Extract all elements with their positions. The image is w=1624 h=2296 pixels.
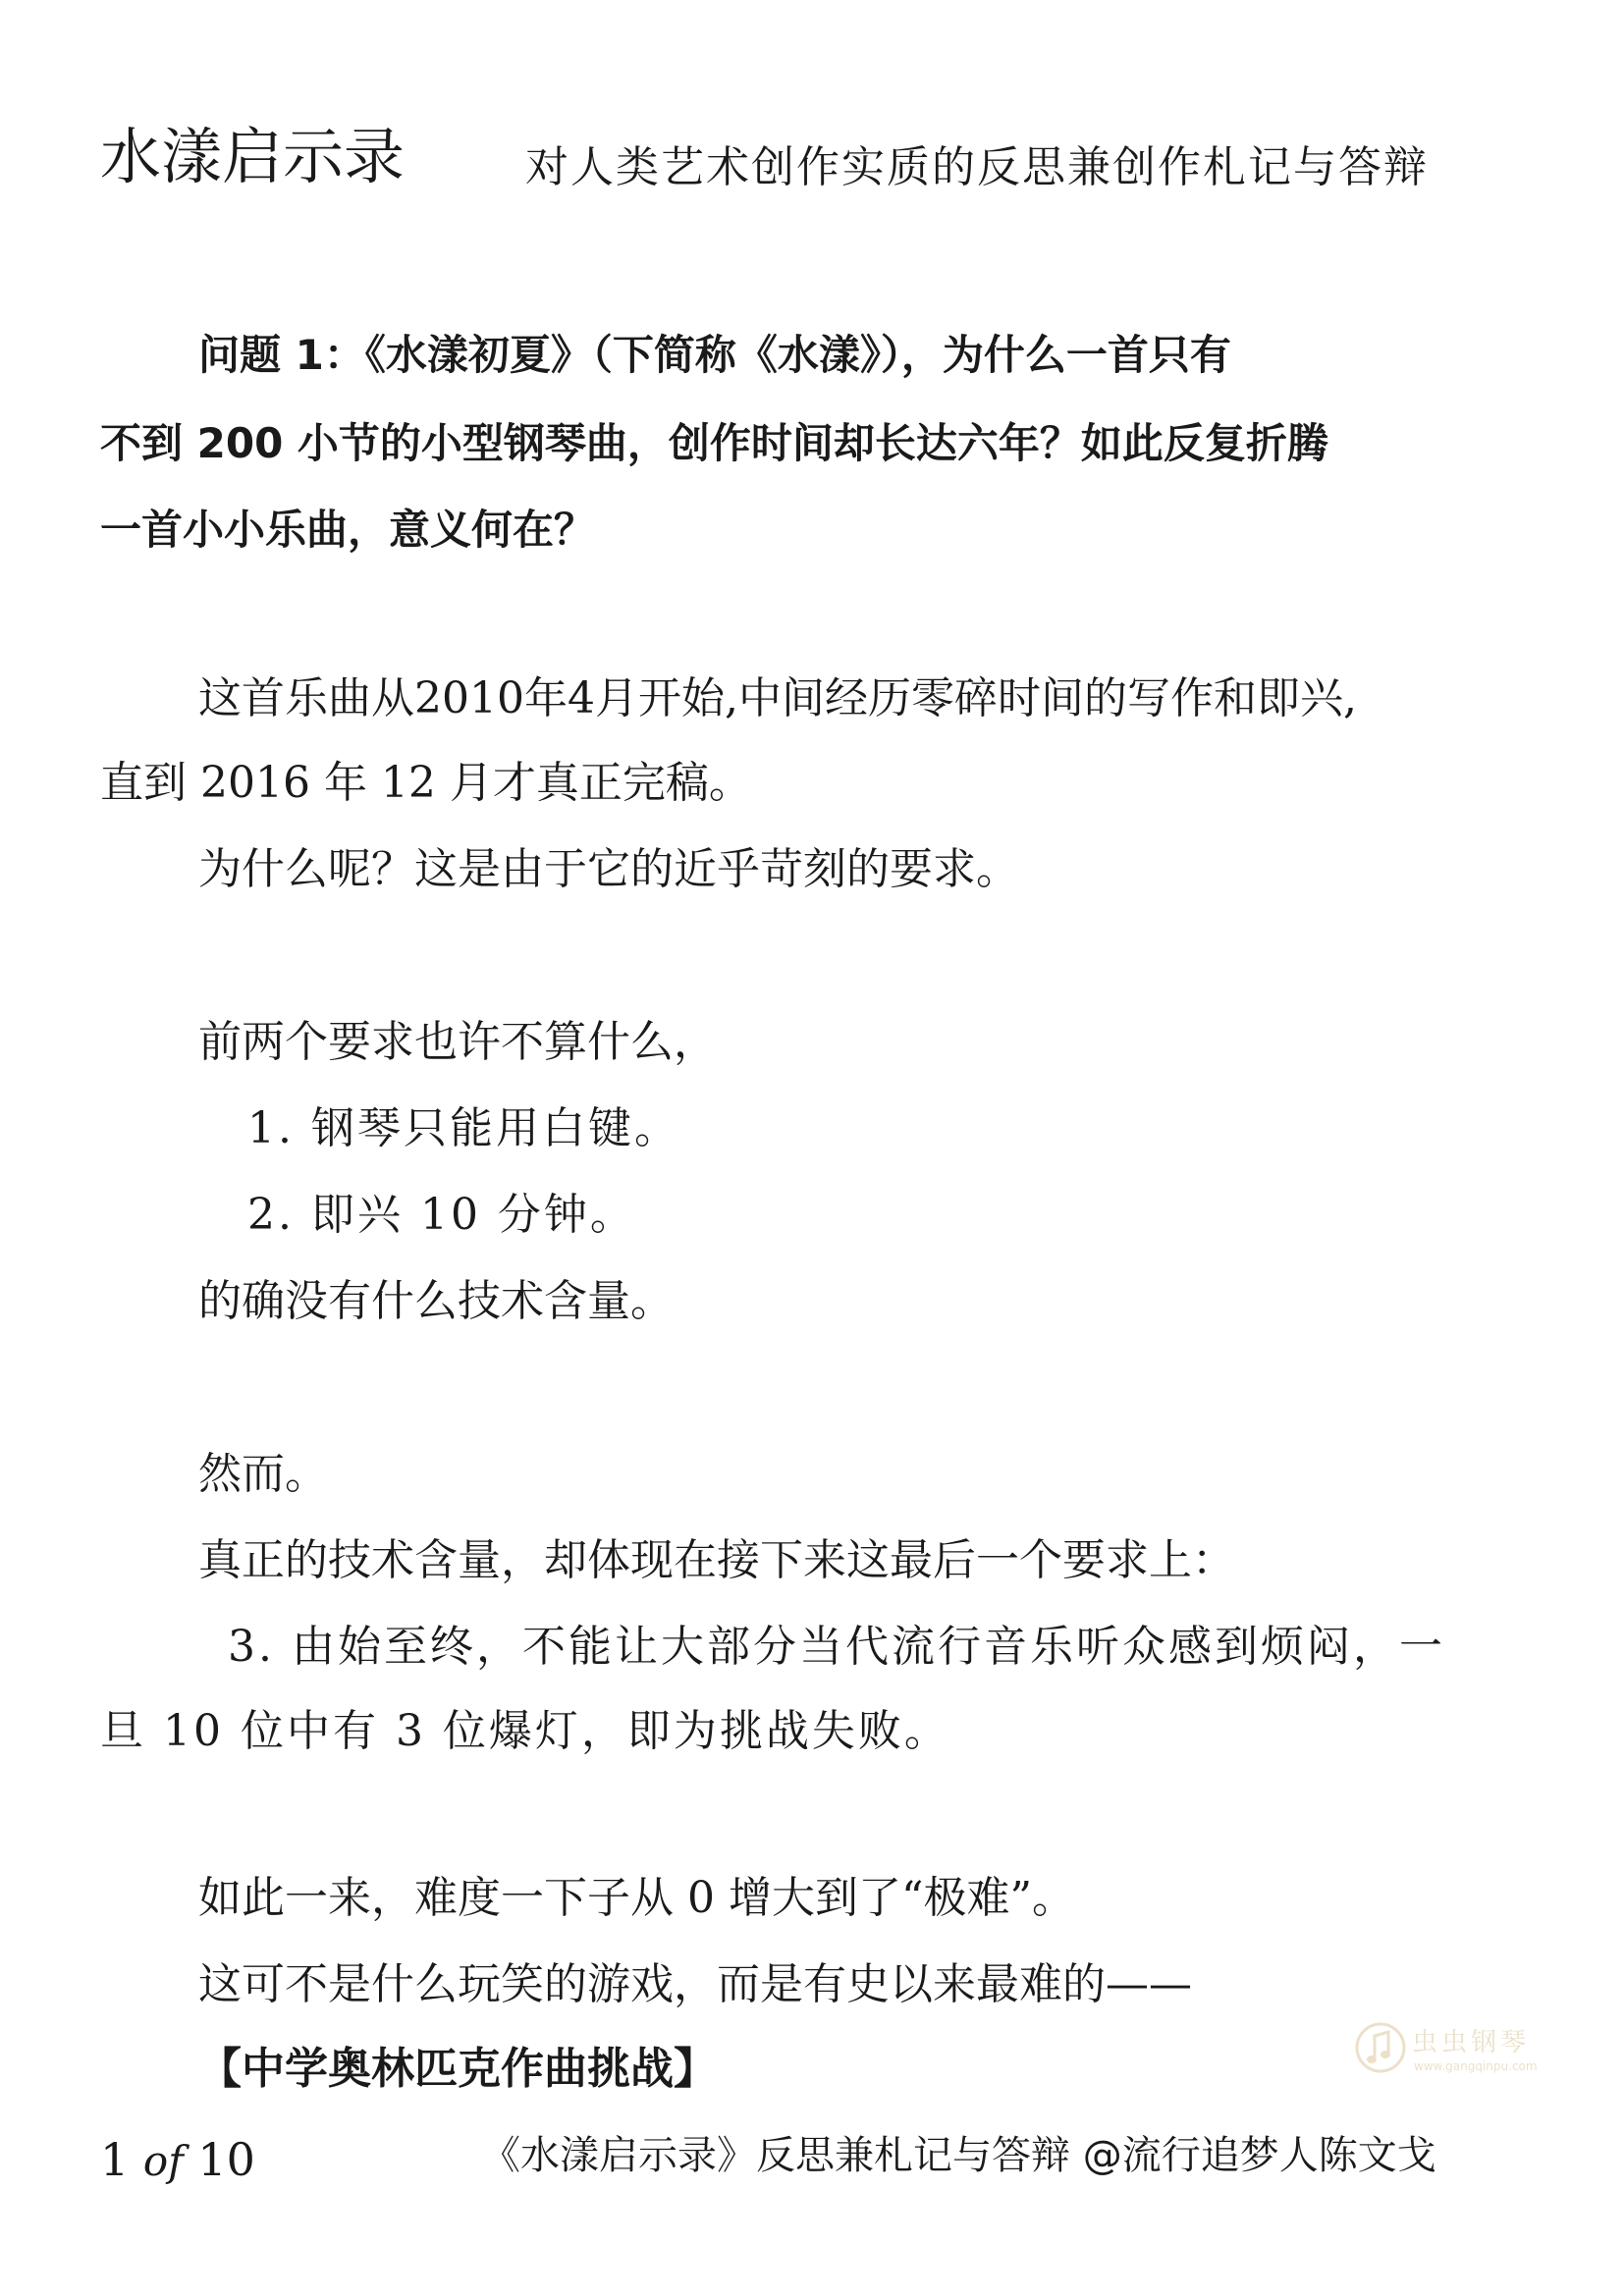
question-line-1: 问题 1：《水漾初夏》（下简称《水漾》），为什么一首只有 (198, 331, 1231, 379)
list-item-3-line-1: 3. 由始至终，不能让大部分当代流行音乐听众感到烦闷，一 (228, 1622, 1445, 1672)
list-item-1: 1. 钢琴只能用白键。 (247, 1103, 680, 1153)
footer-credit: 《水漾启示录》反思兼札记与答辩 @流行追梦人陈文戈 (481, 2133, 1436, 2178)
paragraph-difficulty: 如此一来，难度一下子从 0 增大到了“极难”。 (198, 1873, 1075, 1923)
paragraph-why: 为什么呢？这是由于它的近乎苛刻的要求。 (198, 844, 1019, 894)
paragraph-first-requirements: 前两个要求也许不算什么， (198, 1017, 717, 1067)
document-subtitle: 对人类艺术创作实质的反思兼创作札记与答辩 (525, 142, 1429, 192)
list-item-3-line-2: 旦 10 位中有 3 位爆灯，即为挑战失败。 (100, 1706, 950, 1756)
watermark-text: 虫虫钢琴 (1412, 2028, 1531, 2057)
page-of: of (142, 2137, 184, 2185)
watermark-logo (1351, 2014, 1547, 2083)
paragraph-completion-date: 直到 2016 年 12 月才真正完稿。 (100, 758, 752, 808)
page-total: 10 (197, 2133, 255, 2186)
document-title: 水漾启示录 (100, 121, 406, 192)
page-number (100, 2130, 255, 2191)
page-current: 1 (100, 2133, 130, 2186)
question-line-3: 一首小小乐曲，意义何在？ (100, 506, 596, 554)
list-item-2: 2. 即兴 10 分钟。 (247, 1190, 636, 1240)
challenge-heading: 【中学奥林匹克作曲挑战】 (198, 2044, 717, 2094)
paragraph-no-tech: 的确没有什么技术含量。 (198, 1276, 674, 1326)
paragraph-not-a-game: 这可不是什么玩笑的游戏，而是有史以来最难的—— (198, 1959, 1192, 2009)
question-line-2: 不到 200 小节的小型钢琴曲，创作时间却长达六年？如此反复折腾 (100, 419, 1328, 467)
paragraph-real-tech: 真正的技术含量，却体现在接下来这最后一个要求上： (198, 1535, 1235, 1585)
paragraph-start-date: 这首乐曲从2010年4月开始,中间经历零碎时间的写作和即兴, (198, 673, 1357, 723)
paragraph-however: 然而。 (198, 1449, 328, 1499)
watermark-url: www.gangqinpu.com (1414, 2059, 1538, 2073)
